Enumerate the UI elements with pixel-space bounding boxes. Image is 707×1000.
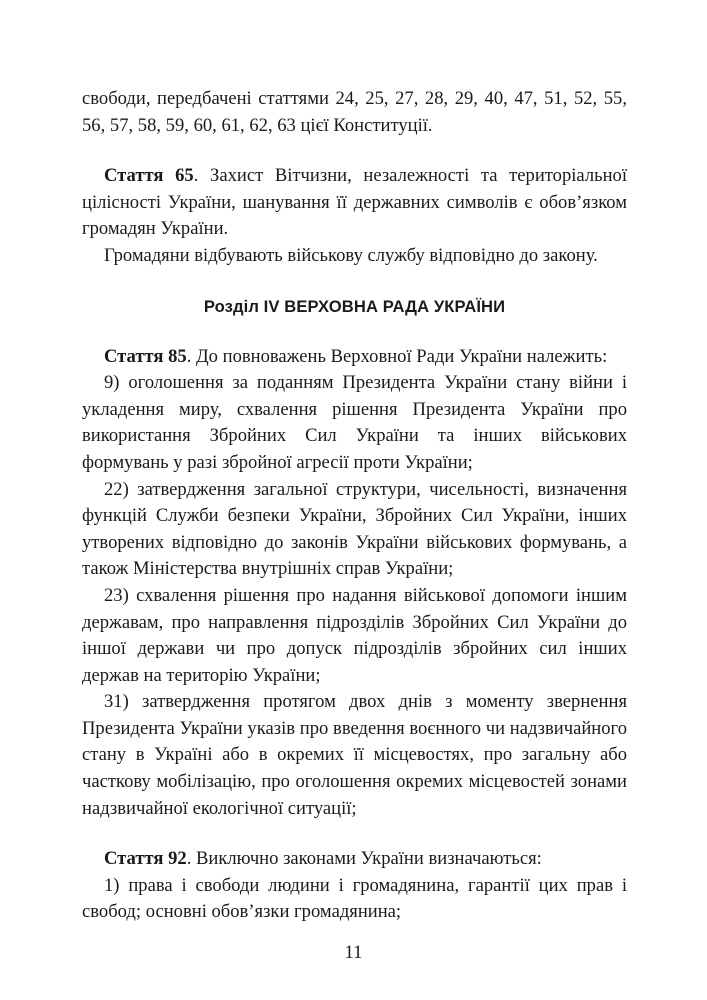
spacer [82,270,627,294]
article-85-text: . До повноважень Верховної Ради України належить: [186,345,608,367]
article-85-title: Стаття 85 [104,345,187,367]
article-92-item-1: 1) права і свободи людини і громадянина, гарантії цих прав і свобод; основні обов’язки громадянина; [82,874,627,923]
article-65-text: . Захист Вітчизни, незалежності та територіальної цілісності України, шанування її державних символів є обов’язком громадян України. [82,165,628,240]
article-85-item-31: 31) затвердження протягом двох днів з моменту звернення Президента України указів про введення воєнного чи надзвичайного стану в Україні або в окремих її місцевостях, про загальну або часткову мобілізацію, про оголошення окремих місцевостей зонами надзвичайної екологічної ситуації; [82,691,627,819]
article-65-paragraph [82,163,627,243]
article-65-title: Стаття 65 [104,165,194,187]
article-85-paragraph [82,344,627,371]
article-85-item-9: 9) оголошення за поданням Президента України стану війни і укладення миру, схвалення рішення Президента України про використання Збройних Сил України та інших військових формувань у разі збройної агресії проти України; [82,372,627,473]
article-65-paragraph-2: Громадяни відбувають військову службу відповідно до закону. [104,244,598,266]
article-92-title: Стаття 92 [104,848,187,870]
section-heading: Розділ IV ВЕРХОВНА РАДА УКРАЇНИ [203,296,506,316]
page-number: 11 [344,942,363,963]
article-92-text: . Виключно законами України визначаються: [186,848,542,870]
article-85-item-23: 23) схвалення рішення про надання військової допомоги іншим державам, про направлення підрозділів Збройних Сил України до іншої держави чи про допуск підрозділів збройних сил інших держав на територію України; [82,584,627,686]
article-92-paragraph [82,846,627,873]
spacer [82,822,627,846]
document-body [82,86,627,926]
continuation-paragraph: свободи, передбачені статтями 24, 25, 27, 28, 29, 40, 47, 51, 52, 55, 56, 57, 58, 59, 60, 61, 62, 63 цієї Конституції. [82,88,627,136]
spacer [82,320,627,344]
article-85-item-22: 22) затвердження загальної структури, чисельності, визначення функцій Служби безпеки України, Збройних Сил України, інших утворених відповідно до законів України військових формувань, а також Міністерства внутрішніх справ України; [82,478,627,580]
spacer [82,139,627,163]
